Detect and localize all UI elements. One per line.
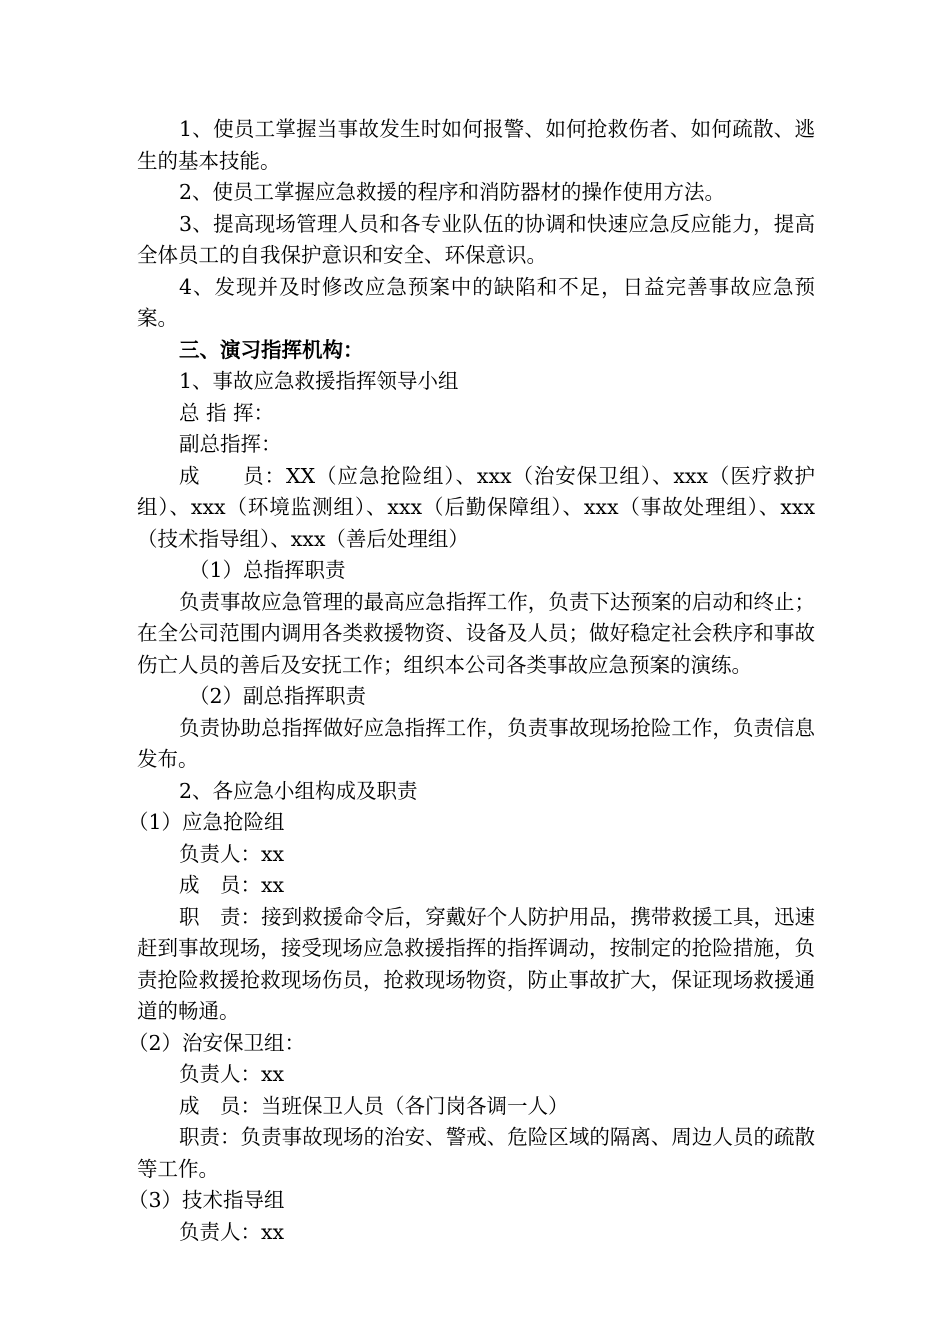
subsection-leadership-group: 1、事故应急救援指挥领导小组 <box>179 369 459 393</box>
objective-1: 1、使员工掌握当事故发生时如何报警、如何抢救伤者、如何疏散、逃生的基本技能。 <box>137 117 815 173</box>
deputy-duties-title: （2）副总指挥职责 <box>189 684 367 708</box>
group-1-leader: 负责人：xx <box>179 841 285 866</box>
chief-duties-title: （1）总指挥职责 <box>189 558 346 582</box>
section-heading-command-structure: 三、演习指挥机构： <box>179 337 364 362</box>
deputy-duties-text: 负责协助总指挥做好应急指挥工作，负责事故现场抢险工作，负责信息发布。 <box>137 715 815 771</box>
document-page <box>128 114 815 1248</box>
chief-duties-text: 负责事故应急管理的最高应急指挥工作，负责下达预案的启动和终止；在全公司范围内调用各类救援物资、设备及人员；做好稳定社会秩序和事故伤亡人员的善后及安抚工作；组织本公司各类事故应急预案的演练。 <box>137 589 815 677</box>
subsection-emergency-groups: 2、各应急小组构成及职责 <box>179 778 418 803</box>
group-3-leader: 负责人：xx <box>179 1219 285 1244</box>
group-1-members: 成 员：xx <box>179 873 285 897</box>
members-line: 成 员：XX（应急抢险组）、xxx（治安保卫组）、xxx（医疗救护组）、xxx（环境监测组）、xxx（后勤保障组）、xxx（事故处理组）、xxx（技术指导组）、xxx（善后处理组） <box>137 463 815 551</box>
group-2-members: 成 员：当班保卫人员（各门岗各调一人） <box>179 1093 569 1118</box>
group-2-leader: 负责人：xx <box>179 1062 285 1086</box>
group-1-duties: 职 责：接到救援命令后，穿戴好个人防护用品，携带救援工具，迅速赶到事故现场，接受现场应急救援指挥的指挥调动，按制定的抢险措施，负责抢险救援抢救现场伤员，抢救现场物资，防止事故扩大，保证现场救援通道的畅通。 <box>137 904 815 1023</box>
group-2-duties: 职责：负责事故现场的治安、警戒、危险区域的隔离、周边人员的疏散等工作。 <box>137 1125 815 1181</box>
objective-2: 2、使员工掌握应急救援的程序和消防器材的操作使用方法。 <box>179 180 726 204</box>
deputy-commander-line: 副总指挥： <box>179 432 282 456</box>
group-2-title: （2）治安保卫组： <box>128 1030 306 1055</box>
chief-commander-line: 总 指 挥： <box>179 400 275 425</box>
group-1-title: （1）应急抢险组 <box>128 810 285 834</box>
group-3-title: （3）技术指导组 <box>128 1188 285 1212</box>
objective-4: 4、发现并及时修改应急预案中的缺陷和不足，日益完善事故应急预案。 <box>137 274 815 330</box>
objective-3: 3、提高现场管理人员和各专业队伍的协调和快速应急反应能力，提高全体员工的自我保护意识和安全、环保意识。 <box>137 211 815 267</box>
